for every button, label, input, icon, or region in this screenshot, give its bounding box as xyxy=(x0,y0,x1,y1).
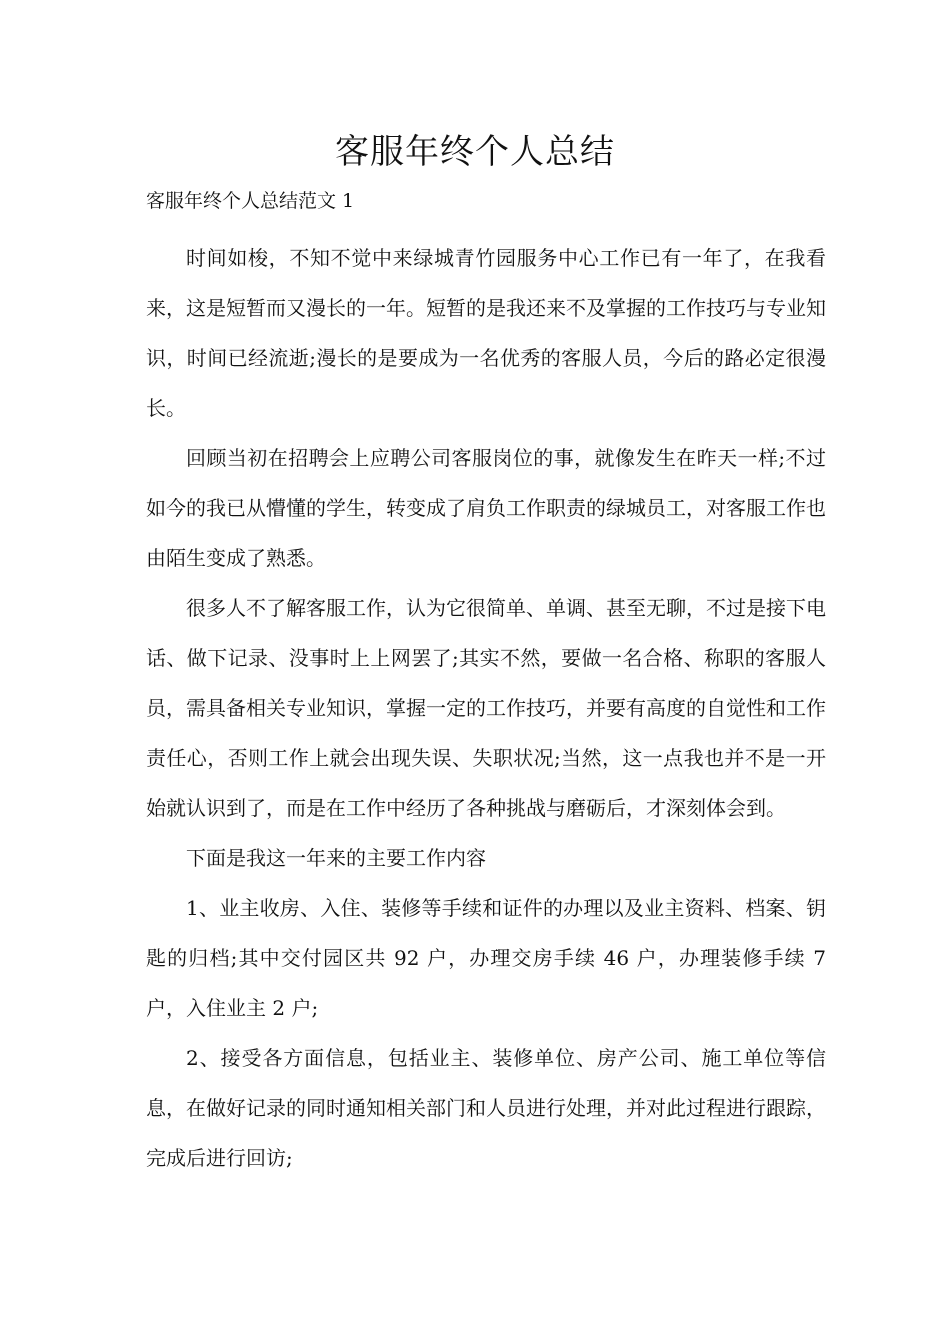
document-body xyxy=(146,233,826,1183)
paragraph: 1、业主收房、入住、装修等手续和证件的办理以及业主资料、档案、钥匙的归档;其中交付园区共 92 户，办理交房手续 46 户，办理装修手续 7 户，入住业主 2 户; xyxy=(146,896,826,1020)
document-subtitle: 客服年终个人总结范文 1 xyxy=(146,190,355,212)
paragraph: 很多人不了解客服工作，认为它很简单、单调、甚至无聊，不过是接下电话、做下记录、没事时上上网罢了;其实不然，要做一名合格、称职的客服人员，需具备相关专业知识，掌握一定的工作技巧，并要有高度的自觉性和工作责任心，否则工作上就会出现失误、失职状况;当然，这一点我也并不是一开始就认识到了，而是在工作中经历了各种挑战与磨砺后，才深刻体会到。 xyxy=(146,596,826,820)
paragraph: 下面是我这一年来的主要工作内容 xyxy=(186,846,486,870)
paragraph: 时间如梭，不知不觉中来绿城青竹园服务中心工作已有一年了，在我看来，这是短暂而又漫长的一年。短暂的是我还来不及掌握的工作技巧与专业知识，时间已经流逝;漫长的是要成为一名优秀的客服人员，今后的路必定很漫长。 xyxy=(146,246,826,420)
paragraph: 2、接受各方面信息，包括业主、装修单位、房产公司、施工单位等信息，在做好记录的同时通知相关部门和人员进行处理，并对此过程进行跟踪，完成后进行回访; xyxy=(146,1046,826,1170)
paragraph: 回顾当初在招聘会上应聘公司客服岗位的事，就像发生在昨天一样;不过如今的我已从懵懂的学生，转变成了肩负工作职责的绿城员工，对客服工作也由陌生变成了熟悉。 xyxy=(146,446,826,570)
document-title: 客服年终个人总结 xyxy=(335,132,615,172)
